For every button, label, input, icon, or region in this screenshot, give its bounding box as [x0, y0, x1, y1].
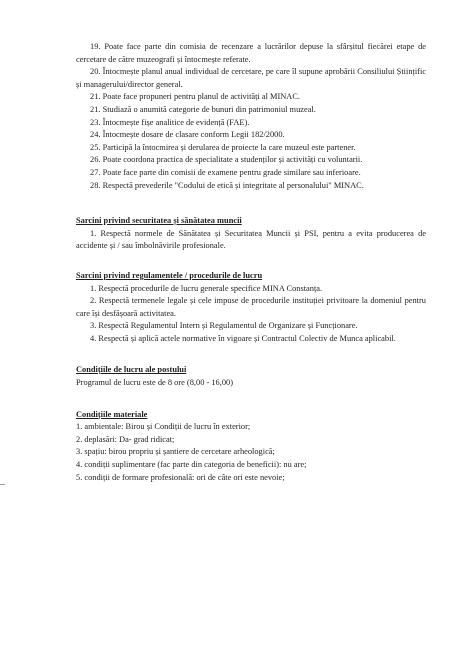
material-conditions-heading: Condițiile materiale [76, 409, 148, 419]
task-item: 24. Întocmește dosare de clasare conform Legii 182/2000. [90, 130, 285, 140]
regulation-item: 2. Respectă termenele legale și cele impuse de procedurile instituției privitoare la domeniul pentru care își desfășoară activitatea. [76, 296, 426, 318]
material-condition-item: 4. condiții suplimentare (fac parte din categoria de beneficii): nu are; [76, 460, 307, 470]
material-condition-item: 1. ambientale: Birou și Condiții de lucru în exterior; [76, 422, 251, 432]
material-condition-item: 3. spațiu: birou propriu și șantiere de cercetare arheologică; [76, 447, 275, 457]
work-conditions-heading: Condițiile de lucru ale postului [76, 365, 187, 375]
material-condition-item: 5. condiții de formare profesională: ori de câte ori este nevoie; [76, 472, 285, 482]
task-item: 28. Respectă prevederile "Codului de etică și integritate al personalului" MINAC. [90, 180, 364, 190]
task-item: 23. Întocmește fișe analitice de evidență (FAE). [90, 117, 250, 127]
task-item: 27. Poate face parte din comisii de examene pentru grade similare sau inferioare. [90, 167, 361, 177]
safety-heading: Sarcini privind securitatea și sănătatea muncii [76, 216, 242, 226]
safety-item: 1. Respectă normele de Sănătatea și Securitatea Muncii și PSI, pentru a evita producerea de accidente și / sau îmbolnăvirile profesionale. [76, 228, 426, 251]
material-condition-item: 2. deplasări: Da- grad ridicat; [76, 434, 175, 444]
regulation-item: 1. Respectă procedurile de lucru generale specifice MINA Constanța. [90, 283, 323, 293]
regulations-heading: Sarcini privind regulamentele / procedurile de lucru [76, 270, 263, 280]
margin-tick-mark [0, 484, 5, 485]
work-schedule-text: Programul de lucru este de 8 ore (8,00 - 16,00) [76, 378, 233, 388]
task-item: 26. Poate coordona practica de specialitate a studenților și activități cu voluntarii. [90, 155, 363, 165]
regulation-item: 3. Respectă Regulamentul Intern și Regulamentul de Organizare și Funcționare. [90, 321, 358, 331]
task-item: 21. Studiază o anumită categorie de bunuri din patrimoniul muzeal. [90, 104, 316, 114]
tasks-list [76, 41, 426, 192]
document-body [76, 41, 426, 484]
task-item: 20. Întocmește planul anual individual de cercetare, pe care îl supune aprobării Consiliului Științific și managerului/director general. [76, 67, 426, 89]
regulation-item: 4. Respectă și aplică actele normative în vigoare și Contractul Colectiv de Munca aplicabil. [90, 333, 396, 343]
task-item: 25. Participă la întocmirea și derularea de proiecte la care muzeul este partener. [90, 142, 356, 152]
task-item: 21. Poate face propuneri pentru planul de activități al MINAC. [90, 92, 301, 102]
task-item: 19. Poate face parte din comisia de recenzare a lucrărilor depuse la sfârșitul fiecărei etape de cercetare de către muzeografi și întocmește referate. [76, 42, 426, 64]
